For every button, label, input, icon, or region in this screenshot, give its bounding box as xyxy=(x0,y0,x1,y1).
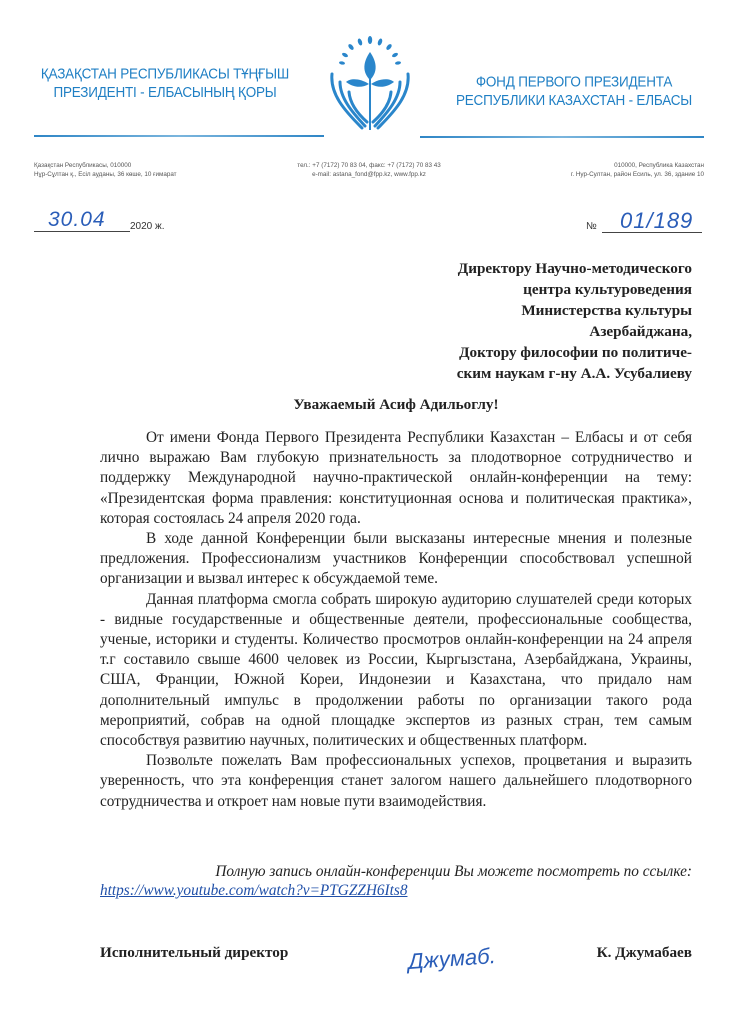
recipient-line: Министерства культуры xyxy=(521,302,692,319)
letter-date xyxy=(34,210,174,234)
header-title-russian-line1: ФОНД ПЕРВОГО ПРЕЗИДЕНТА xyxy=(475,73,673,90)
handwritten-signature: Джумаб. xyxy=(407,942,497,975)
signatory-position: Исполнительный директор xyxy=(100,944,289,961)
contact-email-website: e-mail: astana_fond@fpp.kz, www.fpp.kz xyxy=(312,171,426,178)
header-title-kazakh xyxy=(40,65,290,102)
recipient-line: ским наукам г-ну А.А. Усубалиеву xyxy=(456,365,692,382)
contact-address-russian xyxy=(480,161,704,179)
date-year: 2020 ж. xyxy=(130,221,165,232)
header-divider-right xyxy=(420,136,704,138)
contact-phone-email xyxy=(262,161,476,179)
header-title-kazakh-line2: ПРЕЗИДЕНТІ - ЕЛБАСЫНЫҢ ҚОРЫ xyxy=(53,84,277,101)
contact-address-kazakh xyxy=(34,161,254,179)
body-paragraph: В ходе данной Конференции были высказаны интересные мнения и полезные предложения. Профессионализм участников Конференции способствовал успешной организации и вызвал интерес к обсуждаемой теме. xyxy=(100,530,692,588)
header-title-russian xyxy=(440,73,708,110)
contact-phone-fax: тел.: +7 (7172) 70 83 04, факс: +7 (7172) 70 83 43 xyxy=(297,162,441,169)
recipient-line: Директору Научно-методического xyxy=(457,260,692,277)
date-handwritten: 30.04 xyxy=(48,208,106,231)
header-title-russian-line2: РЕСПУБЛИКИ КАЗАХСТАН - ЕЛБАСЫ xyxy=(455,92,693,109)
header-divider-left xyxy=(34,135,324,137)
foundation-logo-icon xyxy=(322,22,418,134)
number-handwritten: 01/189 xyxy=(620,208,694,233)
date-underline xyxy=(34,231,130,232)
recording-link[interactable]: https://www.youtube.com/watch?v=PTGZZH6Its8 xyxy=(100,882,408,899)
signatory-name: К. Джумабаев xyxy=(596,944,692,961)
recipient-line: Доктору философии по политиче- xyxy=(459,344,692,361)
contact-address-kazakh-line2: Нұр-Сұлтан қ., Есіл ауданы, 36 көше, 10 ғимарат xyxy=(34,171,177,178)
recipient-line: Азербайджана, xyxy=(589,323,692,340)
recipient-block xyxy=(300,258,692,384)
header-title-kazakh-line1: ҚАЗАҚСТАН РЕСПУБЛИКАСЫ ТҰҢҒЫШ xyxy=(40,65,290,82)
body-paragraph: Данная платформа смогла собрать широкую аудиторию слушателей среди которых - видные государственные и общественные деятели, профессиональные сообщества, ученые, историки и студенты. Количество просмотров онлайн-конференции на 24 апреля т.г составило свыше 4600 человек из России, Кыргызстана, Азербайджана, Украины, США, Франции, Южной Кореи, Индонезии и Казахстана, что придало нам дополнительный импульс в продолжении работы по организации такого рода мероприятий, собрав на одной площадке экспертов из разных стран, тем самым способствуя развитию научных, политических и общественных платформ. xyxy=(100,590,692,750)
body-paragraph: От имени Фонда Первого Президента Республики Казахстан – Елбасы и от себя лично выражаю Вам глубокую признательность за плодотворное сотрудничество и поддержку Международной научно-практической онлайн-конференции на тему: «Президентская форма правления: конституционная основа и политическая практика», которая состоялась 24 апреля 2020 года. xyxy=(100,429,692,527)
number-label: № xyxy=(586,221,597,232)
body-paragraph: Позвольте пожелать Вам профессиональных успехов, процветания и выразить уверенность, что эта конференция станет залогом нашего дальнейшего плодотворного сотрудничества и откроет нам новые пути взаимодействия. xyxy=(100,752,692,810)
letter-number xyxy=(586,210,706,234)
contact-address-russian-line1: 010000, Республика Казахстан xyxy=(614,162,704,169)
contact-address-kazakh-line1: Қазақстан Республикасы, 010000 xyxy=(34,162,132,169)
recipient-line: центра культуроведения xyxy=(523,281,692,298)
letter-body xyxy=(100,428,692,812)
contact-address-russian-line2: г. Нур-Султан, район Есиль, ул. 36, здание 10 xyxy=(570,171,704,178)
salutation: Уважаемый Асиф Адильоглу! xyxy=(293,396,499,413)
recording-note: Полную запись онлайн-конференции Вы можете посмотреть по ссылке: xyxy=(215,863,692,880)
